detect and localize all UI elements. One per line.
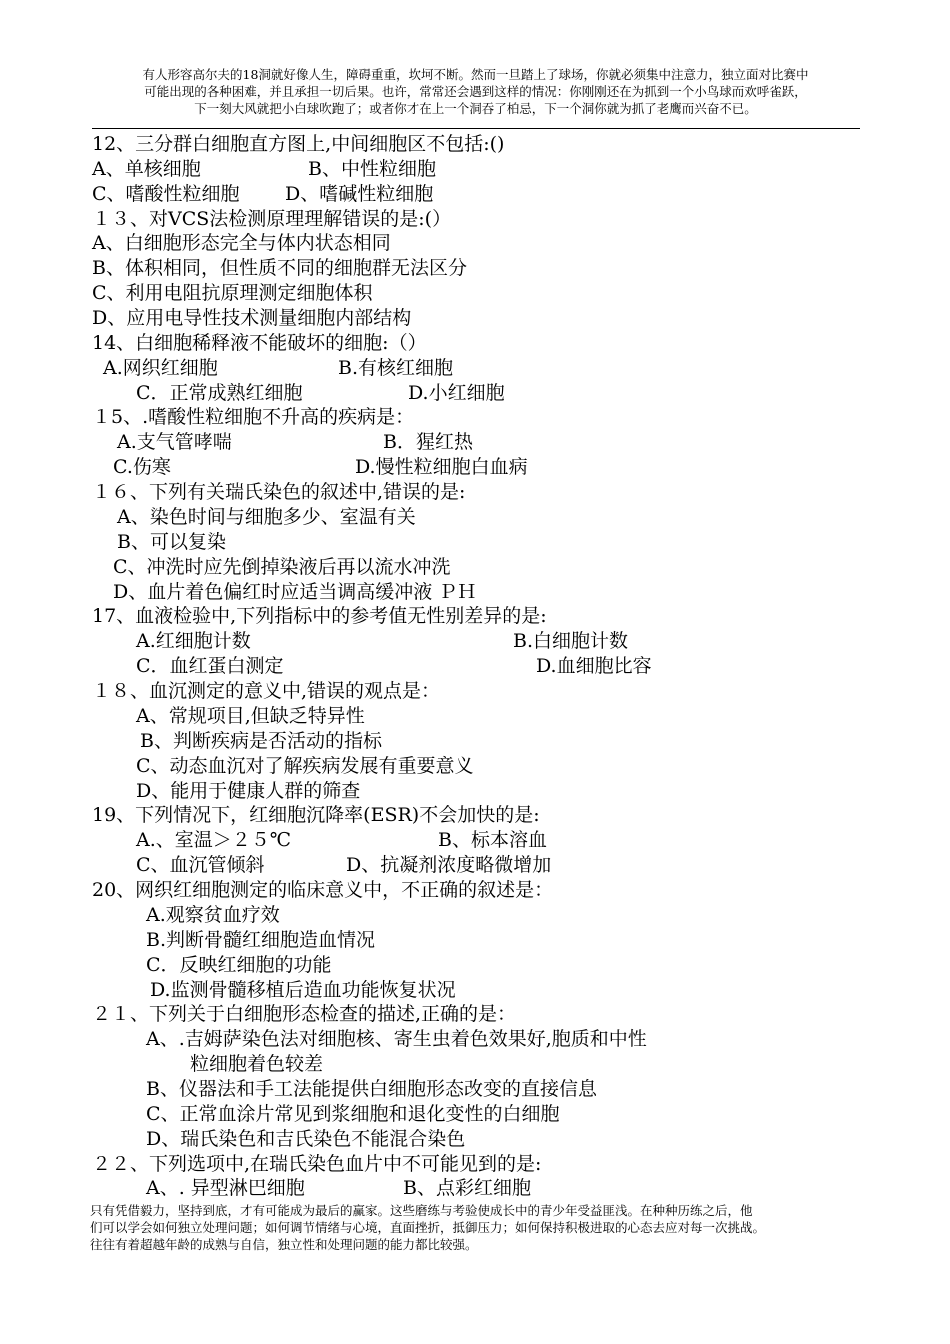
option-text: D、应用电导性技术测量细胞内部结构	[92, 307, 412, 329]
question-stem: 19、下列情况下，红细胞沉降率(ESR)不会加快的是:	[92, 804, 540, 826]
option-text: 粒细胞着色较差	[190, 1053, 324, 1075]
option-text: D、嗜碱性粒细胞	[285, 183, 434, 205]
option-text: D、瑞氏染色和吉氏染色不能混合染色	[146, 1128, 466, 1150]
option-text: D.监测骨髓移植后造血功能恢复状况	[150, 979, 456, 1001]
option-text: D.血细胞比容	[536, 655, 652, 677]
option-text: C、利用电阻抗原理测定细胞体积	[92, 282, 373, 304]
option-text: C、血沉管倾斜	[136, 854, 265, 876]
option-text: B、仪器法和手工法能提供白细胞形态改变的直接信息	[146, 1078, 597, 1100]
page-footer-quote	[90, 1202, 870, 1253]
header-divider	[92, 128, 860, 129]
option-text: B．猩红热	[383, 431, 473, 453]
option-text: C．血红蛋白测定	[136, 655, 284, 677]
option-text: D、抗凝剂浓度略微增加	[346, 854, 552, 876]
option-text: D、血片着色偏红时应适当调高缓冲液 ＰＨ	[113, 581, 477, 603]
question-stem: 20、网织红细胞测定的临床意义中，不正确的叙述是：	[92, 879, 554, 901]
footer-line: 往往有着超越年龄的成熟与自信，独立性和处理问题的能力都比较强。	[90, 1237, 478, 1252]
option-text: A.、室温＞２５℃	[136, 829, 292, 851]
option-text: B、判断疾病是否活动的指标	[140, 730, 382, 752]
option-text: C．正常成熟红细胞	[136, 382, 303, 404]
option-text: A.红细胞计数	[136, 630, 251, 652]
option-text: B.有核红细胞	[338, 357, 454, 379]
question-stem: １３、对VCS法检测原理理解错误的是:(）	[92, 208, 452, 230]
option-text: D.小红细胞	[408, 382, 505, 404]
option-text: A、常规项目,但缺乏特异性	[136, 705, 365, 727]
question-stem: ２１、下列关于白细胞形态检查的描述,正确的是：	[92, 1003, 517, 1025]
page-header-quote	[88, 66, 863, 117]
option-text: D、能用于健康人群的筛查	[136, 780, 361, 802]
question-stem: １６、下列有关瑞氏染色的叙述中,错误的是:	[92, 481, 466, 503]
option-text: A、单核细胞	[92, 158, 201, 180]
option-text: C、嗜酸性粒细胞	[92, 183, 240, 205]
option-text: B.判断骨髓红细胞造血情况	[146, 929, 376, 951]
header-line: 可能出现的各种困难，并且承担一切后果。也许，常常还会遇到这样的情况：你刚刚还在为抓到一个小鸟球而欢呼雀跃，	[144, 84, 807, 99]
option-text: A、白细胞形态完全与体内状态相同	[92, 232, 391, 254]
question-stem: 14、白细胞稀释液不能破坏的细胞:（）	[92, 332, 427, 354]
question-stem: ２２、下列选项中,在瑞氏染色血片中不可能见到的是:	[92, 1153, 542, 1175]
footer-line: 只有凭借毅力，坚持到底，才有可能成为最后的赢家。这些磨练与考验使成长中的青少年受益匪浅。在种种历练之后，他	[90, 1203, 753, 1218]
question-stem: 12、三分群白细胞直方图上,中间细胞区不包括:()	[92, 133, 505, 155]
footer-line: 们可以学会如何独立处理问题；如何调节情绪与心境，直面挫折，抵御压力；如何保持积极进取的心态去应对每一次挑战。	[90, 1220, 766, 1235]
question-stem: １８、血沉测定的意义中,错误的观点是：	[92, 680, 441, 702]
question-stem: 17、血液检验中,下列指标中的参考值无性别差异的是:	[92, 605, 547, 627]
option-text: C、正常血涂片常见到浆细胞和退化变性的白细胞	[146, 1103, 560, 1125]
header-line: 下一刻大风就把小白球吹跑了；或者你才在上一个洞吞了柏忌，下一个洞你就为抓了老鹰而兴奋不已。	[194, 101, 757, 116]
option-text: C、动态血沉对了解疾病发展有重要意义	[136, 755, 474, 777]
option-text: B、体积相同，但性质不同的细胞群无法区分	[92, 257, 467, 279]
option-text: B、可以复染	[117, 531, 226, 553]
option-text: A.支气管哮喘	[117, 431, 232, 453]
option-text: B.白细胞计数	[513, 630, 629, 652]
option-text: A、染色时间与细胞多少、室温有关	[117, 506, 416, 528]
header-line: 有人形容高尔夫的18洞就好像人生，障碍重重，坎坷不断。然而一旦踏上了球场，你就必须集中注意力，独立面对比赛中	[142, 67, 809, 82]
option-text: C.伤寒	[113, 456, 171, 478]
option-text: A、. 异型淋巴细胞	[146, 1177, 305, 1199]
question-stem: １5、.嗜酸性粒细胞不升高的疾病是：	[92, 406, 415, 428]
option-text: B、点彩红细胞	[403, 1177, 531, 1199]
option-text: D.慢性粒细胞白血病	[355, 456, 528, 478]
option-text: A.网织红细胞	[103, 357, 218, 379]
option-text: B、中性粒细胞	[308, 158, 436, 180]
option-text: C、冲洗时应先倒掉染液后再以流水冲洗	[113, 556, 451, 578]
option-text: C．反映红细胞的功能	[146, 954, 332, 976]
option-text: A.观察贫血疗效	[146, 904, 280, 926]
option-text: A、.吉姆萨染色法对细胞核、寄生虫着色效果好,胞质和中性	[146, 1028, 647, 1050]
option-text: B、标本溶血	[438, 829, 547, 851]
